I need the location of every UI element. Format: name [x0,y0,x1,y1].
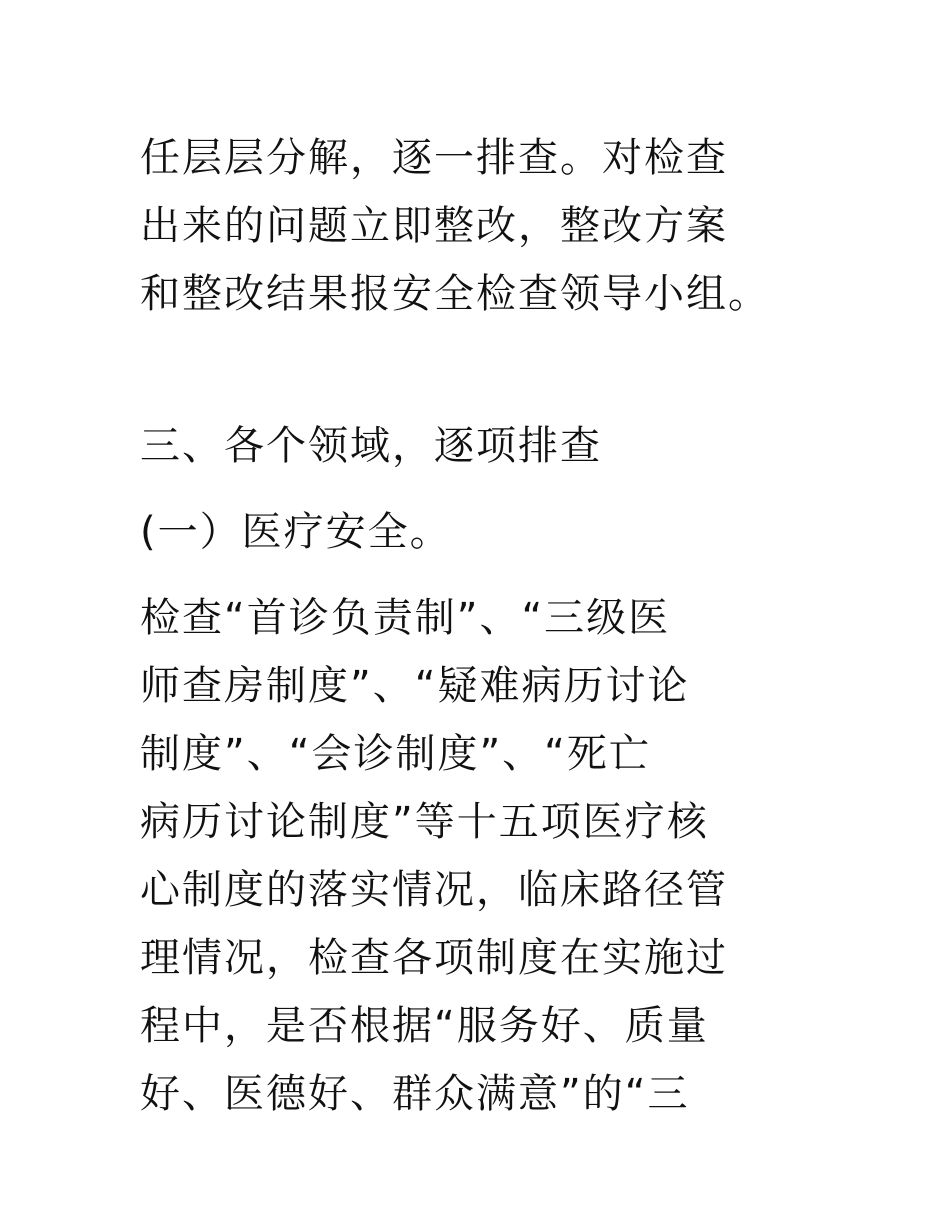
paragraph-line: 理情况，检查各项制度在实施过 [140,935,728,981]
paragraph-line: 和整改结果报安全检查领导小组。 [140,271,770,317]
section-heading-block [140,412,800,480]
paragraph-line: 好、医德好、群众满意”的“三 [140,1071,690,1117]
paragraph-line: 病历讨论制度”等十五项医疗核 [140,799,709,845]
paragraph-line: 检查“首诊负责制”、“三级医 [140,595,671,641]
paragraph-line: 心制度的落实情况，临床路径管 [140,867,728,913]
subsection-heading: (一）医疗安全。 [140,509,452,555]
paragraph-medical-safety [140,584,800,1128]
subsection-heading-block [140,498,800,566]
paragraph-line: 任层层分解，逐一排查。对检查 [140,135,728,181]
section-heading: 三、各个领域，逐项排查 [140,423,602,469]
paragraph-line: 出来的问题立即整改，整改方案 [140,203,728,249]
paragraph-continuation [140,124,800,328]
paragraph-line: 程中，是否根据“服务好、质量 [140,1003,709,1049]
paragraph-line: 师查房制度”、“疑难病历讨论 [140,663,690,709]
paragraph-line: 制度”、“会诊制度”、“死亡 [140,731,651,777]
